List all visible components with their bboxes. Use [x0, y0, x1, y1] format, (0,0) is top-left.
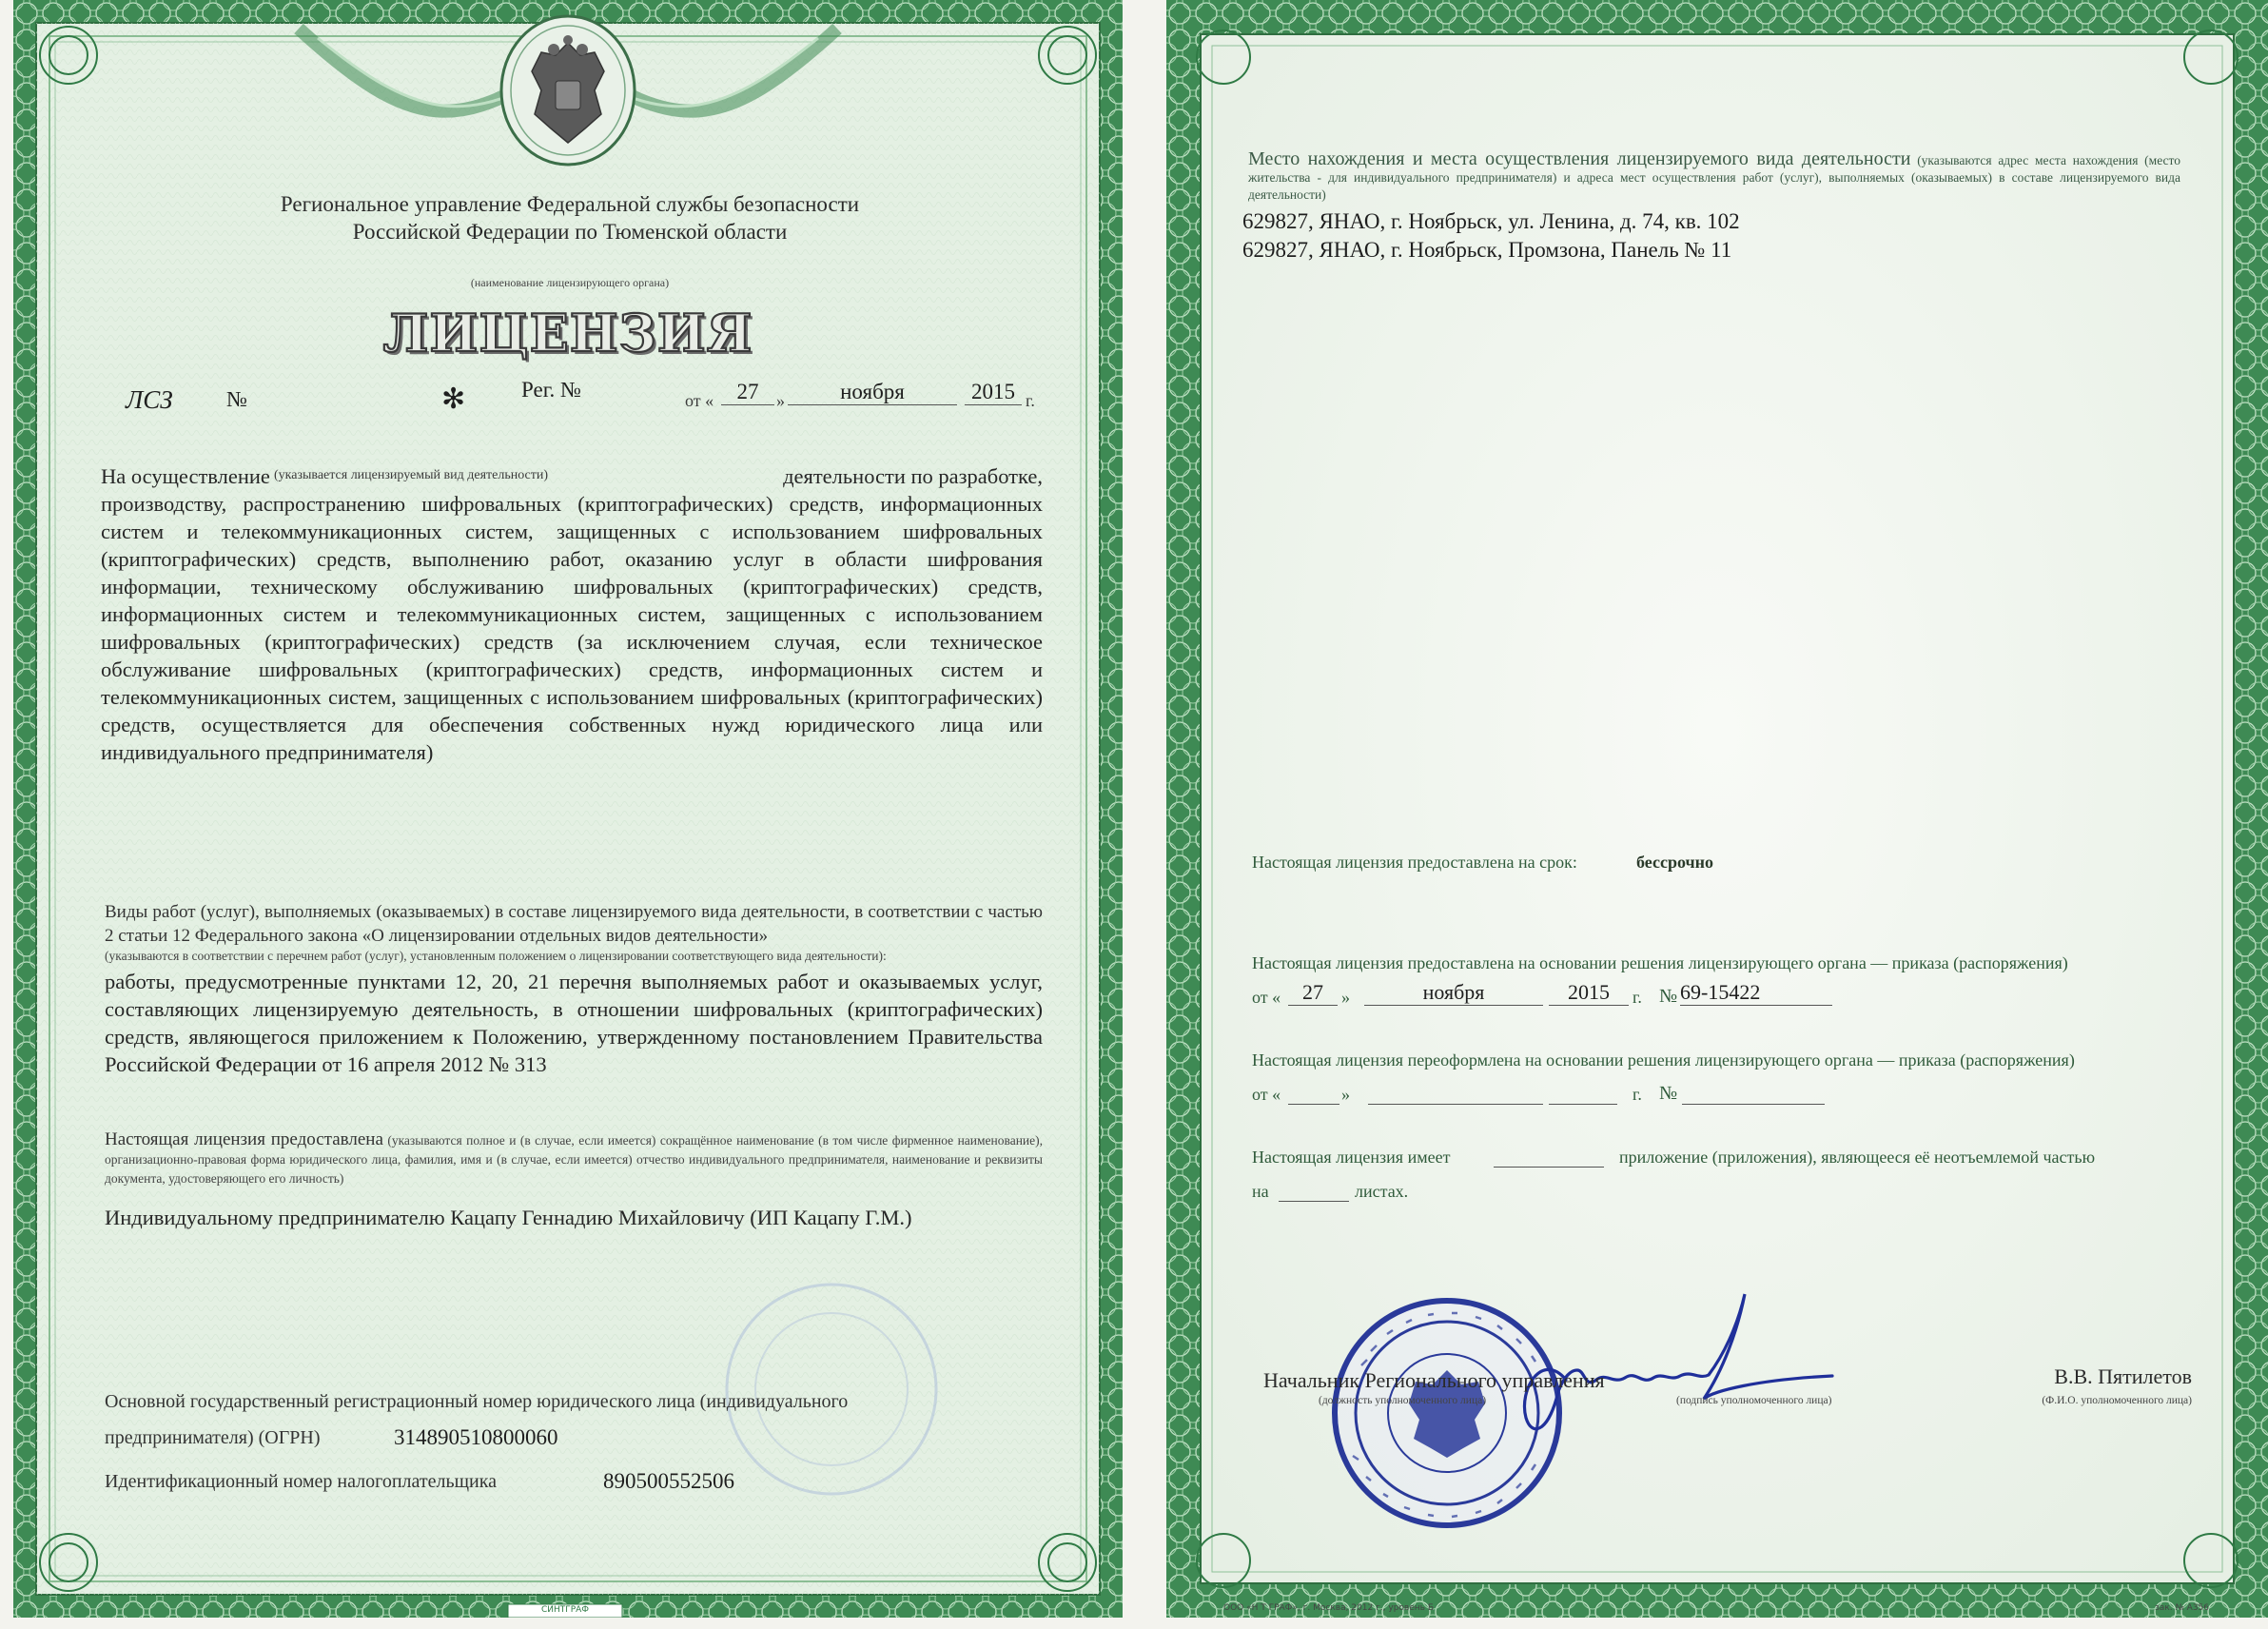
appendix-part4: листах.: [1355, 1182, 1409, 1201]
works-block: [105, 900, 1043, 1078]
ogrn-label-line2: предпринимателя) (ОГРН): [105, 1427, 321, 1448]
location-lead: Место нахождения и места осуществления лицензируемого вида деятельности: [1248, 148, 1911, 169]
date-prefix: от «: [685, 391, 714, 410]
decision-g: г.: [1633, 988, 1642, 1007]
signer-name-caption: (Ф.И.О. уполномоченного лица): [2042, 1395, 2192, 1406]
reissue-date-prefix: от «: [1252, 1085, 1281, 1104]
decision-date-prefix: от «: [1252, 988, 1281, 1007]
signer-name: В.В. Пятилетов: [2054, 1364, 2192, 1388]
appendix-part2: приложение (приложения), являющееся её неотъемлемой частью: [1619, 1148, 2096, 1167]
ogrn-value: 314890510800060: [394, 1425, 558, 1449]
license-year: 2015: [965, 380, 1022, 405]
decision-label: Настоящая лицензия предоставлена на основании решения лицензирующего органа — приказа (распоряжения): [1252, 953, 2068, 972]
authority-caption: (наименование лицензирующего органа): [470, 276, 670, 289]
signature-caption: (подпись уполномоченного лица): [1676, 1395, 1832, 1406]
decision-date-mid: »: [1341, 988, 1350, 1007]
authority-line-2: Российской Федерации по Тюменской области: [352, 220, 788, 244]
reissue-year-blank: [1549, 1104, 1617, 1105]
activity-lead: На осуществление: [101, 464, 270, 488]
works-lead: Виды работ (услуг), выполняемых (оказываемых) в составе лицензируемого вида деятельности, в соответствии с частью 2 статьи 12 Федерального закона «О лицензировании отдельных видов деятельности»: [105, 902, 1043, 946]
works-text: работы, предусмотренные пунктами 12, 20, 21 перечня выполняемых работ и оказываемых услуг, составляющих лицензируемую деятельность, в отношении шифровальных (криптографических) средств, являющегося приложением к Положению, утвержденному постановлением Правительства Российской Федерации от 16 апреля 2012 № 313: [105, 970, 1043, 1076]
number-label: №: [226, 387, 247, 411]
signer-position-caption: (должность уполномоченного лица): [1319, 1395, 1487, 1406]
licensee-name: Индивидуальному предпринимателю Кацапу Геннадию Михайловичу (ИП Кацапу Г.М.): [105, 1206, 912, 1229]
appendix-part3: на: [1252, 1182, 1269, 1201]
activity-line1-tail: деятельности по разработке,: [783, 464, 1043, 488]
works-note: (указываются в соответствии с перечнем работ (услуг), установленным положением о лицензировании соответствующего вида деятельности):: [105, 949, 887, 963]
decision-num-label: №: [1659, 986, 1678, 1007]
date-suffix: г.: [1026, 391, 1035, 410]
decision-year: 2015: [1549, 980, 1629, 1006]
term-value: бессрочно: [1636, 853, 1714, 872]
asterisk-mark: ✻: [441, 383, 466, 415]
license-back-page: [1166, 0, 2268, 1618]
address-1: 629827, ЯНАО, г. Ноябрьск, ул. Ленина, д. 74, кв. 102: [1242, 209, 1740, 233]
reissue-month-blank: [1368, 1104, 1543, 1105]
term-label: Настоящая лицензия предоставлена на срок:: [1252, 853, 1577, 872]
activity-text: производству, распространению шифровальных (криптографических) средств, информационных систем и телекоммуникационных систем, защищенных с использованием шифровальных (криптографических) средств, выполнению работ, оказанию услуг в области шифрования информации, техническому обслуживанию шифровальных (криптографических) средств, информационных систем и телекоммуникационных систем, защищенных с использованием шифровальных (криптографических) средств (за исключением случая, если техническое обслуживание шифровальных (криптографических) средств, информационных систем и телекоммуникационных систем, защищенных с использованием шифровальных (криптографических) средств, осуществляется для обеспечения собственных нужд юридического лица или индивидуального предпринимателя): [101, 492, 1043, 764]
granted-block: [105, 1130, 1043, 1231]
activity-block: [101, 462, 1043, 766]
activity-note: (указывается лицензируемый вид деятельности): [274, 468, 549, 482]
license-day: 27: [721, 380, 774, 405]
authority-line-1: Региональное управление Федеральной службы безопасности: [280, 192, 860, 216]
license-month: ноября: [788, 380, 957, 405]
location-block: [1248, 150, 2180, 204]
printer-footer: ООО «Н Т ГРАФ», г. Москва, 2012 г., уровень Б: [1223, 1603, 1434, 1613]
decision-month: ноября: [1364, 980, 1543, 1006]
inn-value: 890500552506: [603, 1469, 734, 1493]
reissue-g: г.: [1633, 1085, 1642, 1104]
license-front-page: [13, 0, 1123, 1618]
inn-label: Идентификационный номер налогоплательщика: [105, 1471, 498, 1492]
appendix-count-blank: [1494, 1167, 1604, 1168]
address-2: 629827, ЯНАО, г. Ноябрьск, Промзона, Панель № 11: [1242, 238, 1732, 262]
order-number-footer: зак. № А356: [2154, 1603, 2209, 1613]
license-series: ЛСЗ: [126, 385, 173, 414]
granted-lead: Настоящая лицензия предоставлена: [105, 1129, 383, 1149]
ogrn-label-line1: Основной государственный регистрационный номер юридического лица (индивидуального: [105, 1391, 849, 1412]
appendix-part1: Настоящая лицензия имеет: [1252, 1148, 1451, 1167]
reissue-date-mid: »: [1341, 1085, 1350, 1104]
reissue-num-label: №: [1659, 1083, 1678, 1104]
reg-number-label: Рег. №: [521, 378, 581, 402]
location-note: (указываются адрес места нахождения (место жительства - для индивидуального предпринимателя) и адреса мест осуществления работ (услуг), выполняемых (оказываемых) в составе лицензируемого вида деятельности): [1248, 153, 2181, 202]
signer-position: Начальник Регионального управления: [1263, 1368, 1605, 1392]
reissue-label: Настоящая лицензия переоформлена на основании решения лицензирующего органа — приказа (распоряжения): [1252, 1050, 2075, 1070]
reissue-number-blank: [1682, 1104, 1825, 1105]
appendix-sheets-blank: [1279, 1201, 1349, 1202]
decision-number: 69-15422: [1680, 980, 1832, 1006]
reissue-day-blank: [1288, 1104, 1339, 1105]
printer-mark: СИНТГРАФ: [540, 1605, 590, 1615]
document-title: ЛИЦЕНЗИЯ: [382, 303, 753, 363]
granted-note: (указываются полное и (в случае, если имеется) сокращённое наименование (в том числе фирменное наименование), организационно-правовая форма юридического лица, фамилия, имя и (в случае, если имеется) отчество индивидуального предпринимателя, наименование и реквизиты документа, удостоверяющего его личность): [105, 1133, 1044, 1186]
date-mid: »: [776, 391, 785, 410]
decision-day: 27: [1288, 980, 1338, 1006]
